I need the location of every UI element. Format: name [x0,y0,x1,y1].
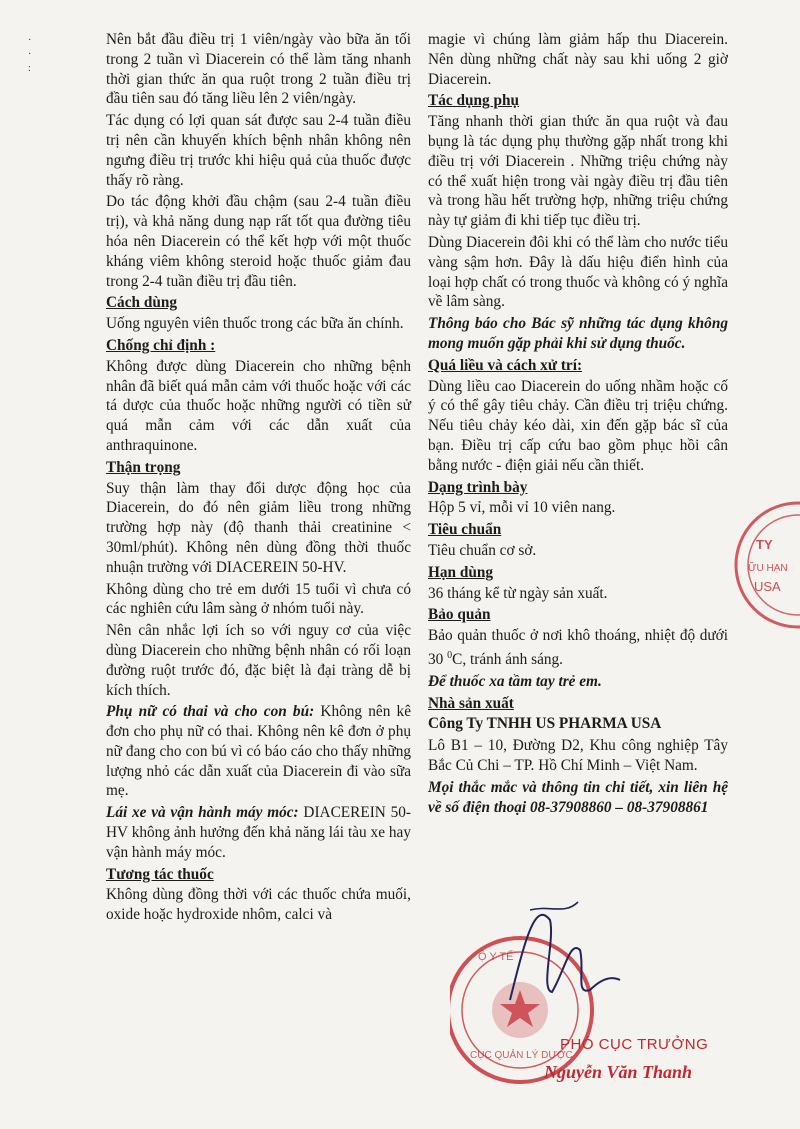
combination-paragraph: Do tác động khởi đầu chậm (sau 2-4 tuần điều trị), và khả năng dung nạp rất tốt qua đường tiêu hóa nên Diacerein có thể kết hợp với một thuốc kháng viêm không steroid hoặc thuốc giảm đau trong 2-4 tuần điều trị đầu tiên. [106,193,411,290]
benefit-paragraph: Tác dụng có lợi quan sát được sau 2-4 tuần điều trị nên cần khuyến khích bệnh nhân không nên ngưng điều trị trước khi hiệu quả của thuốc được thấy rõ ràng. [106,112,411,189]
svg-text:CỤC QUẢN LÝ DƯỢC: CỤC QUẢN LÝ DƯỢC [470,1050,573,1061]
overdose-text: Dùng liều cao Diacerein do uống nhầm hoặc cố ý có thể gây tiêu chảy. Cần điều trị triệu chứng. Nếu tiêu chảy kéo dài, xin đến gặp bác sĩ của bạn. Điều trị cấp cứu bao gồm phục hồi cân bằng nước - điện giải nếu cần thiết. [428,377,728,474]
margin-marks: · · : [28,35,32,74]
heading-storage: Bảo quản [428,606,491,624]
notify-doctor-text: Thông báo cho Bác sỹ những tác dụng không mong muốn gặp phải khi sử dụng thuốc. [428,315,728,352]
pregnancy-lead: Phụ nữ có thai và cho con bú: [106,703,315,721]
side-effects-text-2: Dùng Diacerein đôi khi có thể làm cho nước tiểu vàng sậm hơn. Đây là dấu hiệu điển hình của loại hợp chất có trong thuốc và không có ý nghĩa về lâm sàng. [428,233,728,311]
heading-shelf-life: Hạn dùng [428,563,494,581]
signatory-title: PHÓ CỤC TRƯỞNG [560,1036,709,1053]
contact-text: Mọi thắc mắc và thông tin chi tiết, xin liên hệ về số điện thoại 08-37908860 – 08-37908861 [428,778,728,816]
heading-presentation: Dạng trình bày [428,478,528,496]
company-stamp [728,497,800,637]
heading-usage: Cách dùng [106,294,177,312]
svg-text:ỮU HẠN: ỮU HẠN [748,563,788,574]
heading-standard: Tiêu chuẩn [428,521,502,539]
right-column [428,30,728,819]
side-effects-text-1: Tăng nhanh thời gian thức ăn qua ruột và đau bụng là tác dụng phụ thường gặp nhất trong khi điều trị với Diacerein . Những triệu chứng này có thể xuất hiện trong vài ngày điều trị đầu tiên và trong hầu hết trường hợp, những triệu chứng này tự giảm đi khi tiếp tục điều trị. [428,113,728,230]
keep-away-text: Để thuốc xa tầm tay trẻ em. [428,672,602,690]
driving-text: DIACEREIN 50-HV không ảnh hưởng đến khả năng lái tàu xe hay vận hành máy móc. [106,804,411,861]
storage-text: Bảo quản thuốc ở nơi khô thoáng, nhiệt độ dưới 30 $^0$C, tránh ánh sáng. [428,627,728,668]
shelf-life-text: 36 tháng kể từ ngày sản xuất. [428,584,608,602]
signatory-name: Nguyễn Văn Thanh [544,1062,693,1082]
heading-overdose: Quá liều và cách xử trí: [428,356,583,374]
precautions-text-1: Suy thận làm thay đổi dược động học của Diacerein, do đó nên giảm liều trong những trường hợp này (độ thanh thải creatinine < 30ml/phút). Không nên dùng đồng thời thuốc nhuận trường với DIACEREIN 50-HV. [106,479,411,576]
svg-text:USA: USA [754,579,781,594]
pregnancy-text: Không nên kê đơn cho phụ nữ có thai. Không nên kê đơn ở phụ nữ đang cho con bú vì có báo cáo cho thấy những lượng nhỏ các dẫn xuất của Diacerein đi vào sữa mẹ. [106,703,411,800]
left-column [106,30,411,927]
driving-paragraph [106,803,411,862]
presentation-text: Hộp 5 vỉ, mỗi vỉ 10 viên nang. [428,499,616,517]
dosage-start-paragraph: Nên bắt đầu điều trị 1 viên/ngày vào bữa ăn tối trong 2 tuần vì Diacerein có thể làm tăng nhanh thời gian thức ăn qua ruột trong 2 tuần điều trị đầu tiên sau đó tăng liều lên 2 viên/ngày. [106,31,411,108]
precautions-text-2: Không dùng cho trẻ em dưới 15 tuổi vì chưa có các nghiên cứu lâm sàng ở nhóm tuổi này. [106,580,411,618]
svg-text:TY: TY [756,537,773,552]
company-address: Lô B1 – 10, Đường D2, Khu công nghiệp Tây Bắc Củ Chi – TP. Hồ Chí Minh – Việt Nam. [428,737,728,774]
contraindications-text: Không được dùng Diacerein cho những bệnh nhân đã biết quá mẫn cảm với thuốc hoặc với các tá dược của thuốc hoặc những người có tiền sử quá mẫn cảm với các dẫn xuất của anthraquinone. [106,357,411,454]
precautions-text-3: Nên cân nhắc lợi ích so với nguy cơ của việc dùng Diacerein cho những bệnh nhân có rối loạn đường ruột trước đó, đặc biệt là đại tràng dễ bị kích thích. [106,622,411,699]
svg-text:Ộ Y TẾ: Ộ Y TẾ [478,951,514,963]
heading-precautions: Thận trọng [106,458,181,476]
pregnancy-paragraph [106,702,411,801]
usage-text: Uống nguyên viên thuốc trong các bữa ăn chính. [106,315,404,333]
signature [490,880,630,1020]
heading-manufacturer: Nhà sản xuất [428,694,514,712]
heading-interactions: Tương tác thuốc [106,865,214,883]
interactions-text: Không dùng đồng thời với các thuốc chứa muối, oxide hoặc hydroxide nhôm, calci và [106,886,411,924]
heading-contraindications: Chống chỉ định : [106,336,216,354]
standard-text: Tiêu chuẩn cơ sở. [428,541,537,559]
company-name: Công Ty TNHH US PHARMA USA [428,715,662,733]
heading-side-effects: Tác dụng phụ [428,92,519,110]
interactions-continued: magie vì chúng làm giảm hấp thu Diacerein. Nên dùng những chất này sau khi uống 2 giờ Diacerein. [428,31,728,88]
driving-lead: Lái xe và vận hành máy móc: [106,804,299,822]
